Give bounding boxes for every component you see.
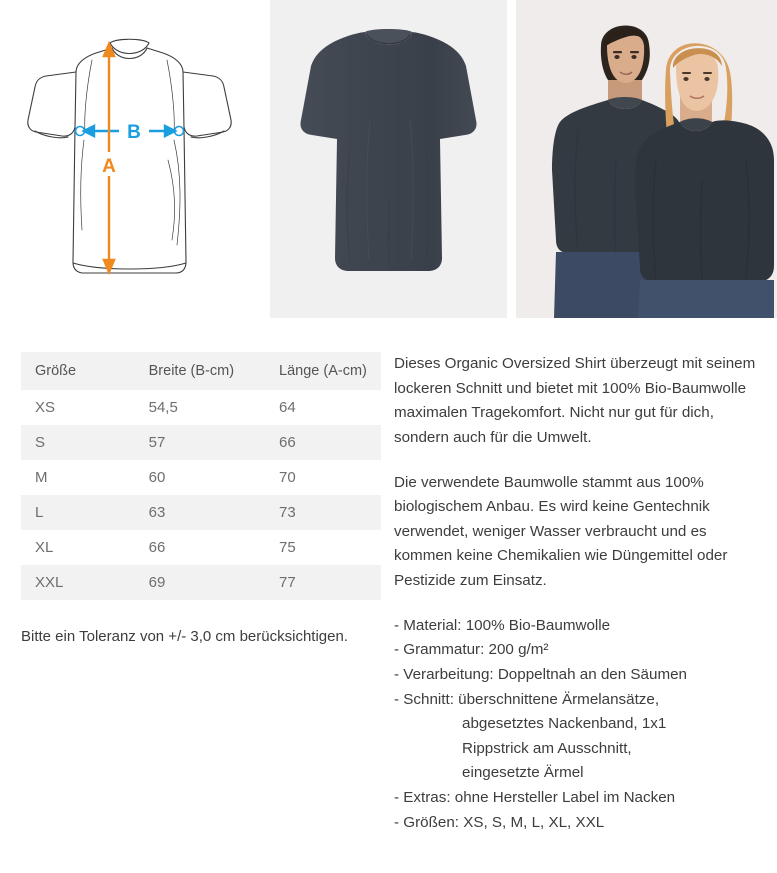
technical-drawing-image xyxy=(0,0,261,318)
spec-item: - Schnitt: überschnittene Ärmelansätze, xyxy=(394,690,660,708)
measure-width-label: B xyxy=(127,122,141,143)
flat-shirt-panel xyxy=(270,0,507,318)
description-column xyxy=(394,318,777,835)
cell-width: 60 xyxy=(148,469,166,486)
cell-size: S xyxy=(35,434,46,451)
table-row xyxy=(21,565,381,600)
spec-item: - Material: 100% Bio-Baumwolle xyxy=(394,616,611,634)
spec-item: - Extras: ohne Hersteller Label im Nacken xyxy=(394,789,676,806)
cell-width: 54,5 xyxy=(148,399,178,416)
cell-size: XXL xyxy=(35,574,64,591)
header-length: Länge (A-cm) xyxy=(279,363,367,379)
cell-width: 69 xyxy=(148,574,166,591)
model-photo-image xyxy=(516,0,777,318)
tolerance-note: Bitte ein Toleranz von +/- 3,0 cm berücksichtigen. xyxy=(21,628,348,645)
spec-item: Rippstrick am Ausschnitt, xyxy=(462,739,632,757)
cell-size: XS xyxy=(35,399,56,416)
cell-length: 66 xyxy=(279,434,296,451)
header-width: Breite (B-cm) xyxy=(148,363,235,379)
size-table-column xyxy=(0,318,394,835)
description-paragraph-1: Dieses Organic Oversized Shirt überzeugt mit seinem lockeren Schnitt und bietet mit 100% Bio-Baumwolle maximalen Tragekomfort. Nicht nur gut für dich, sondern auch für die Umwelt. xyxy=(394,355,756,446)
cell-length: 77 xyxy=(279,574,296,591)
description-paragraph-2: Die verwendete Baumwolle stammt aus 100% biologischem Anbau. Es wird keine Gentechnik verwendet, weniger Wasser verbraucht und es kommen keine Chemikalien wie Düngemittel oder Pestizide zum Einsatz. xyxy=(394,473,728,589)
product-details xyxy=(0,318,777,835)
cell-size: M xyxy=(35,469,48,486)
cell-width: 57 xyxy=(148,434,166,451)
table-row xyxy=(21,530,381,565)
measure-length-label: A xyxy=(102,156,116,177)
table-header-row xyxy=(21,352,381,390)
cell-length: 70 xyxy=(279,469,296,486)
spec-item: - Größen: XS, S, M, L, XL, XXL xyxy=(394,813,605,831)
size-table xyxy=(21,352,381,600)
cell-length: 64 xyxy=(279,399,296,416)
product-image-row xyxy=(0,0,777,318)
flat-shirt-image xyxy=(270,0,507,318)
cell-length: 75 xyxy=(279,539,296,556)
model-photo-panel xyxy=(516,0,777,318)
cell-width: 66 xyxy=(148,539,166,556)
spec-item: - Verarbeitung: Doppeltnah an den Säumen xyxy=(394,665,687,683)
table-row xyxy=(21,495,381,530)
table-row xyxy=(21,460,381,495)
spec-item: - Grammatur: 200 g/m² xyxy=(394,641,549,659)
technical-drawing-panel xyxy=(0,0,261,318)
cell-length: 73 xyxy=(279,504,296,521)
spec-list xyxy=(394,614,767,836)
spec-item: eingesetzte Ärmel xyxy=(462,764,584,782)
table-row xyxy=(21,425,381,460)
spec-item: abgesetztes Nackenband, 1x1 xyxy=(462,715,667,733)
header-size: Größe xyxy=(35,363,77,379)
cell-size: XL xyxy=(35,539,54,556)
table-row xyxy=(21,390,381,425)
cell-size: L xyxy=(35,504,44,521)
cell-width: 63 xyxy=(148,504,166,521)
